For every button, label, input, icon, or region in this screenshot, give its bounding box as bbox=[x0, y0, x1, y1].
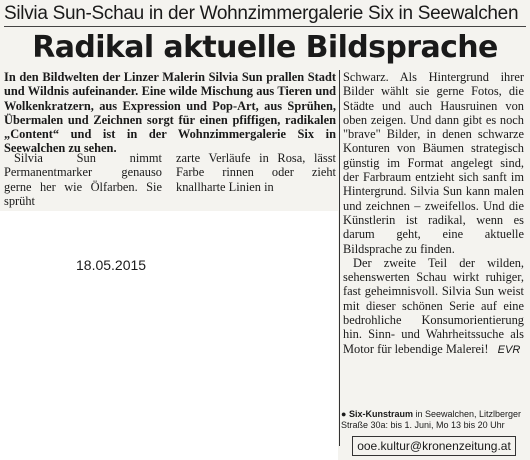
column-3 bbox=[343, 70, 524, 357]
column-1 bbox=[4, 151, 162, 208]
article-headline: Radikal aktuelle Bildsprache bbox=[32, 30, 498, 65]
article-kicker: Silvia Sun-Schau in der Wohnzimmergalerie Six in Seewalchen bbox=[4, 2, 526, 27]
lead-paragraph: In den Bildwelten der Linzer Malerin Silvia Sun prallen Stadt und Wildnis aufeinander. Eine wilde Mischung aus Tieren und Wolkenkratzern, aus Expression und Pop-Art, aus Sprühen, Übermalen und Zeichnen sorgt für einen pfiffigen, radikalen „Content“ und ist in der Wohnzimmergalerie Six in Seewalchen zu sehen. bbox=[4, 70, 336, 156]
column-3-paragraph-2-text: Der zweite Teil der wilden, sehenswerten Schau wirkt ruhiger, fast geheimnisvoll. Silvia Sun weist mit dieser schönen Serie auf eine bedrohliche Konsumorientierung hin. Sinn- und Wahrheitssuche als Motor für lebendige Malerei! bbox=[343, 255, 524, 356]
column-3-paragraph-2 bbox=[343, 256, 524, 357]
exhibition-info bbox=[341, 409, 523, 431]
publication-date: 18.05.2015 bbox=[76, 257, 147, 273]
column-1-text: Silvia Sun nimmt Permanentmarker genauso gerne her wie Ölfarben. Sie sprüht bbox=[4, 151, 162, 208]
column-2-text: zarte Verläufe in Rosa, lässt Farbe rinnen oder zieht knallharte Linien in bbox=[176, 151, 336, 194]
venue-name: Six-Kunstraum bbox=[348, 409, 413, 419]
column-divider bbox=[339, 70, 340, 446]
bullet-icon: ● bbox=[341, 409, 347, 419]
article-lead bbox=[4, 70, 336, 156]
author-initials: EVR bbox=[497, 343, 521, 356]
column-2 bbox=[176, 151, 336, 194]
column-3-paragraph-1: Schwarz. Als Hintergrund ihrer Bilder wählt sie gerne Fotos, die Städte und auch Hausruinen von oben zeigen. Und dann gibt es noch "brave" Bilder, in denen schwarze Konturen von Bäumen strategisch günstig im Format angelegt sind, der Farbraum entzieht sich sanft im Hintergrund. Silvia Sun kann malen und zeichnen – zweifellos. Und die Künstlerin ist radikal, wenn es darum geht, eine aktuelle Bildsprache zu finden. bbox=[343, 70, 524, 256]
venue-details: in Seewalchen, Litzlberger Straße 30a: bis 1. Juni, Mo 13 bis 20 Uhr bbox=[341, 409, 522, 430]
contact-email[interactable]: ooe.kultur@kronenzeitung.at bbox=[352, 436, 516, 456]
